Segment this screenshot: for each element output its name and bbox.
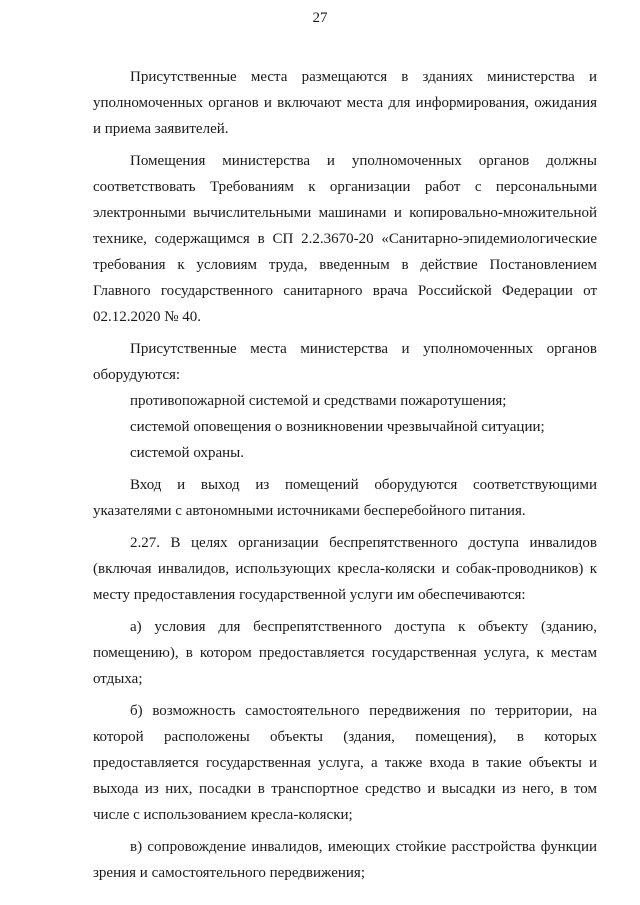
paragraph-premises-location: Присутственные места размещаются в зданиях министерства и уполномоченных органов и включают места для информирования, ожидания и приема заявителей. — [93, 69, 597, 137]
paragraph-entrance-exit: Вход и выход из помещений оборудуются соответствующими указателями с автономными источниками бесперебойного питания. — [93, 477, 597, 519]
list-item-fire-system: противопожарной системой и средствами пожаротушения; — [130, 393, 507, 409]
list-item-security-system: системой охраны. — [130, 445, 244, 461]
paragraph-clause-2-27: 2.27. В целях организации беспрепятственного доступа инвалидов (включая инвалидов, использующих кресла-коляски и собак-проводников) к месту предоставления государственной услуги им обеспечиваются: — [93, 535, 597, 603]
list-item-alert-system: системой оповещения о возникновении чрезвычайной ситуации; — [130, 419, 545, 435]
list-item-a: а) условия для беспрепятственного доступа к объекту (зданию, помещению), в котором предоставляется государственная услуга, к местам отдыха; — [93, 619, 597, 687]
list-item-b: б) возможность самостоятельного передвижения по территории, на которой расположены объекты (здания, помещения), в которых предоставляется государственная услуга, а также входа в такие объекты и выхода из них, посадки в транспортное средство и высадки из него, в том числе с использованием кресла-коляски; — [93, 703, 597, 823]
page-number: 27 — [312, 10, 328, 26]
list-item-v: в) сопровождение инвалидов, имеющих стойкие расстройства функции зрения и самостоятельного передвижения; — [93, 839, 597, 881]
document-body — [93, 64, 597, 892]
paragraph-premises-requirements: Помещения министерства и уполномоченных органов должны соответствовать Требованиям к организации работ с персональными электронными вычислительными машинами и копировально-множительной технике, содержащимся в СП 2.2.3670-20 «Санитарно-эпидемиологические требования к условиям труда, введенным в действие Постановлением Главного государственного санитарного врача Российской Федерации от 02.12.2020 № 40. — [93, 153, 597, 325]
paragraph-equipment-intro: Присутственные места министерства и уполномоченных органов оборудуются: — [93, 341, 597, 383]
